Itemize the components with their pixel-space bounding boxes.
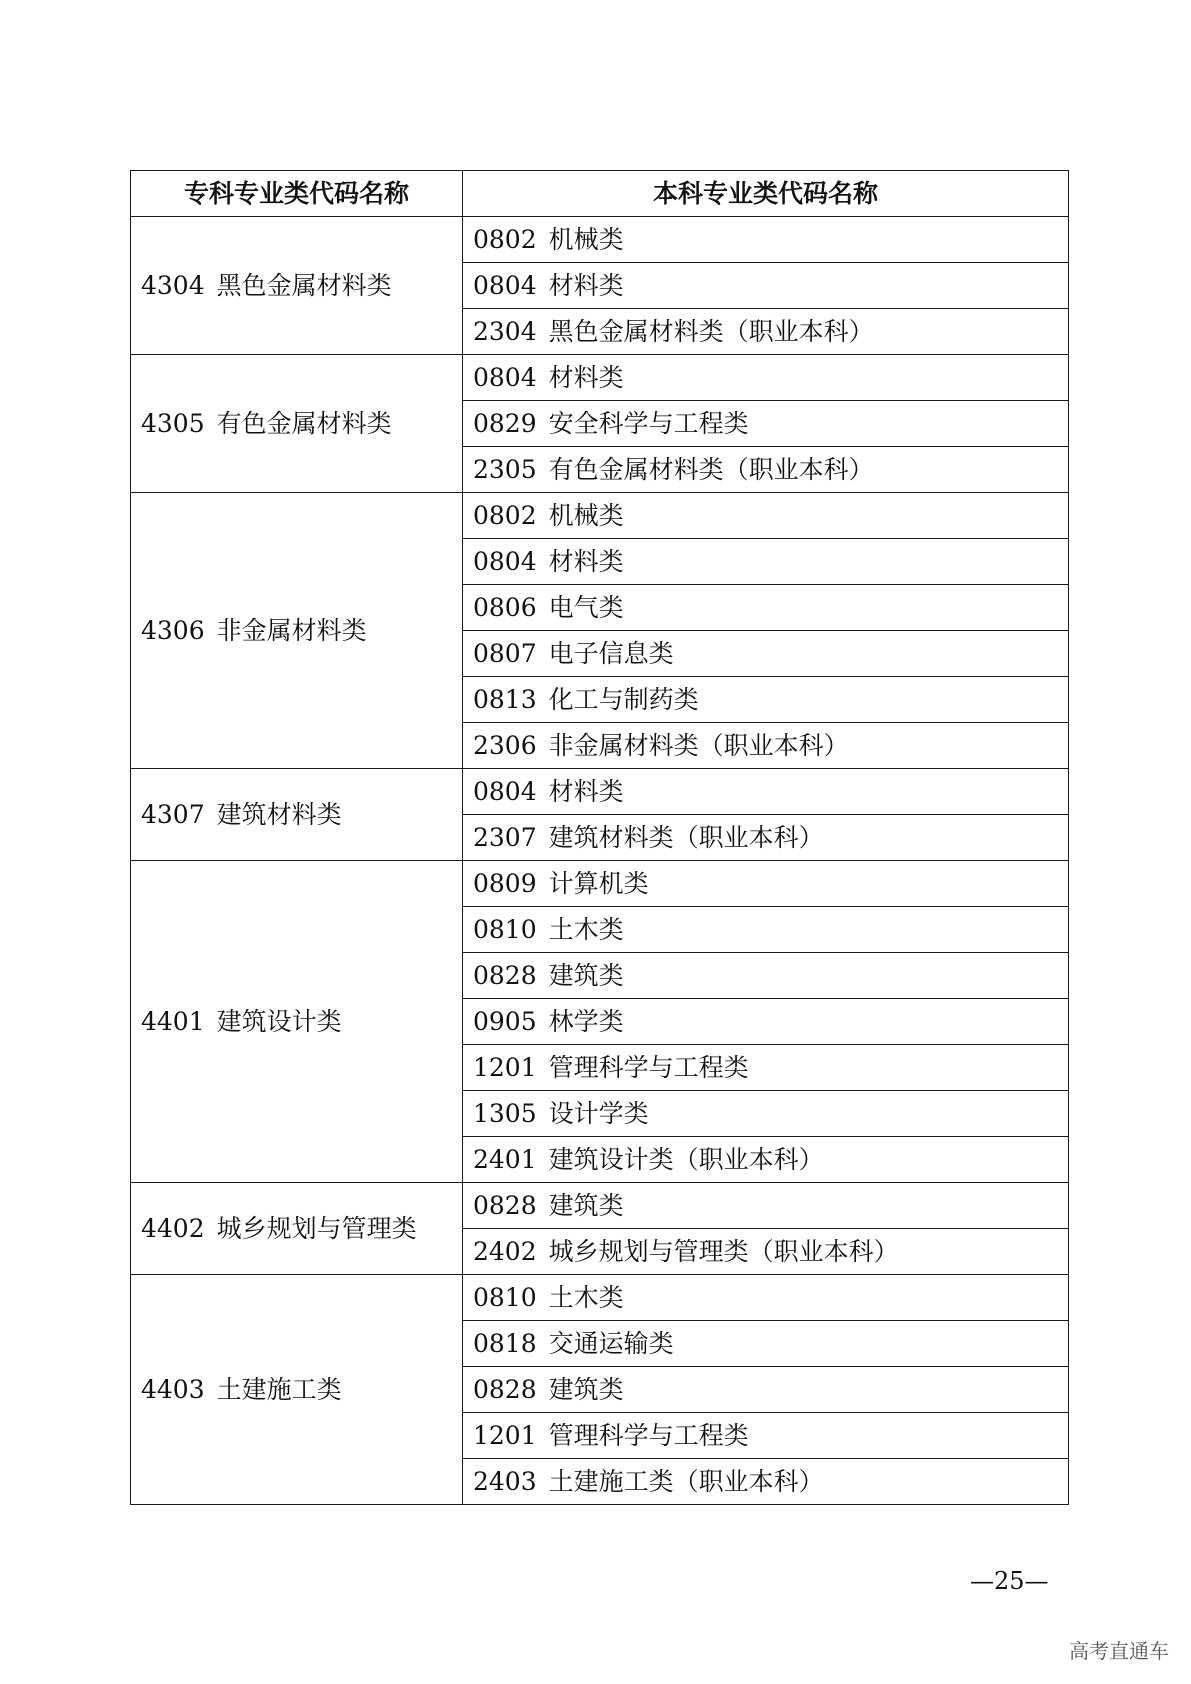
undergraduate-name: 安全科学与工程类 — [548, 408, 749, 438]
undergraduate-category-cell — [463, 1137, 1069, 1183]
vocational-name: 建筑设计类 — [216, 1006, 342, 1036]
table-row — [131, 355, 1069, 401]
undergraduate-category-cell — [463, 907, 1069, 953]
undergraduate-category-cell — [463, 677, 1069, 723]
undergraduate-category-cell — [463, 861, 1069, 907]
undergraduate-code: 0804 — [473, 776, 537, 806]
undergraduate-code: 0804 — [473, 270, 537, 300]
undergraduate-name: 材料类 — [548, 270, 624, 300]
undergraduate-category-cell — [463, 1091, 1069, 1137]
vocational-code: 4307 — [141, 799, 205, 829]
undergraduate-code: 0806 — [473, 592, 537, 622]
undergraduate-code: 2401 — [473, 1144, 537, 1174]
table-body — [131, 217, 1069, 1505]
undergraduate-category-cell — [463, 631, 1069, 677]
undergraduate-name: 建筑类 — [548, 960, 624, 990]
undergraduate-category-cell — [463, 723, 1069, 769]
undergraduate-name: 建筑设计类（职业本科） — [548, 1144, 824, 1174]
undergraduate-category-cell — [463, 263, 1069, 309]
undergraduate-code: 0804 — [473, 546, 537, 576]
undergraduate-name: 非金属材料类（职业本科） — [548, 730, 849, 760]
undergraduate-name: 城乡规划与管理类（职业本科） — [548, 1236, 899, 1266]
header-row — [131, 171, 1069, 217]
undergraduate-code: 0804 — [473, 362, 537, 392]
vocational-code: 4403 — [141, 1374, 205, 1404]
undergraduate-category-cell — [463, 539, 1069, 585]
undergraduate-code: 0802 — [473, 500, 537, 530]
vocational-category-cell — [131, 769, 463, 861]
undergraduate-code: 0829 — [473, 408, 537, 438]
undergraduate-code: 2403 — [473, 1466, 537, 1496]
undergraduate-name: 材料类 — [548, 362, 624, 392]
undergraduate-name: 管理科学与工程类 — [548, 1052, 749, 1082]
table-row — [131, 861, 1069, 907]
page-number: —25— — [970, 1567, 1049, 1595]
undergraduate-name: 有色金属材料类（职业本科） — [548, 454, 874, 484]
undergraduate-category-cell — [463, 309, 1069, 355]
undergraduate-code: 0828 — [473, 1190, 537, 1220]
undergraduate-code: 2306 — [473, 730, 537, 760]
undergraduate-category-cell — [463, 769, 1069, 815]
vocational-code: 4305 — [141, 408, 205, 438]
watermark: 高考直通车 — [1069, 1639, 1169, 1663]
undergraduate-name: 计算机类 — [548, 868, 649, 898]
undergraduate-category-cell — [463, 1459, 1069, 1505]
undergraduate-name: 电气类 — [548, 592, 624, 622]
table-row — [131, 493, 1069, 539]
undergraduate-name: 土建施工类（职业本科） — [548, 1466, 824, 1496]
undergraduate-code: 0810 — [473, 1282, 537, 1312]
major-mapping-table — [130, 170, 1069, 1505]
undergraduate-name: 管理科学与工程类 — [548, 1420, 749, 1450]
vocational-code: 4402 — [141, 1213, 205, 1243]
undergraduate-category-cell — [463, 815, 1069, 861]
undergraduate-code: 2402 — [473, 1236, 537, 1266]
undergraduate-category-cell — [463, 447, 1069, 493]
undergraduate-name: 土木类 — [548, 1282, 624, 1312]
vocational-code: 4306 — [141, 615, 205, 645]
undergraduate-code: 0828 — [473, 1374, 537, 1404]
vocational-category-cell — [131, 861, 463, 1183]
vocational-category-cell — [131, 493, 463, 769]
vocational-code: 4304 — [141, 270, 205, 300]
undergraduate-code: 0807 — [473, 638, 537, 668]
header-vocational: 专科专业类代码名称 — [131, 171, 463, 217]
undergraduate-name: 机械类 — [548, 224, 624, 254]
undergraduate-code: 2304 — [473, 316, 537, 346]
undergraduate-code: 2305 — [473, 454, 537, 484]
undergraduate-category-cell — [463, 1321, 1069, 1367]
undergraduate-code: 0809 — [473, 868, 537, 898]
undergraduate-code: 1305 — [473, 1098, 537, 1128]
vocational-name: 黑色金属材料类 — [216, 270, 392, 300]
table-row — [131, 217, 1069, 263]
undergraduate-category-cell — [463, 999, 1069, 1045]
undergraduate-name: 电子信息类 — [548, 638, 674, 668]
undergraduate-code: 0810 — [473, 914, 537, 944]
undergraduate-code: 1201 — [473, 1420, 537, 1450]
vocational-name: 土建施工类 — [216, 1374, 342, 1404]
vocational-category-cell — [131, 217, 463, 355]
undergraduate-code: 1201 — [473, 1052, 537, 1082]
vocational-name: 有色金属材料类 — [216, 408, 392, 438]
header-undergraduate: 本科专业类代码名称 — [463, 171, 1069, 217]
vocational-name: 城乡规划与管理类 — [216, 1213, 417, 1243]
undergraduate-category-cell — [463, 1413, 1069, 1459]
vocational-category-cell — [131, 355, 463, 493]
vocational-code: 4401 — [141, 1006, 205, 1036]
undergraduate-category-cell — [463, 401, 1069, 447]
undergraduate-name: 材料类 — [548, 776, 624, 806]
undergraduate-category-cell — [463, 1275, 1069, 1321]
undergraduate-category-cell — [463, 217, 1069, 263]
undergraduate-name: 建筑类 — [548, 1190, 624, 1220]
undergraduate-name: 土木类 — [548, 914, 624, 944]
undergraduate-name: 材料类 — [548, 546, 624, 576]
undergraduate-name: 建筑类 — [548, 1374, 624, 1404]
vocational-name: 非金属材料类 — [216, 615, 367, 645]
undergraduate-category-cell — [463, 953, 1069, 999]
undergraduate-code: 0802 — [473, 224, 537, 254]
undergraduate-category-cell — [463, 355, 1069, 401]
undergraduate-name: 黑色金属材料类（职业本科） — [548, 316, 874, 346]
undergraduate-code: 2307 — [473, 822, 537, 852]
undergraduate-category-cell — [463, 1367, 1069, 1413]
table-row — [131, 1275, 1069, 1321]
undergraduate-category-cell — [463, 1229, 1069, 1275]
undergraduate-code: 0905 — [473, 1006, 537, 1036]
undergraduate-category-cell — [463, 1045, 1069, 1091]
undergraduate-name: 建筑材料类（职业本科） — [548, 822, 824, 852]
undergraduate-name: 林学类 — [548, 1006, 624, 1036]
undergraduate-name: 交通运输类 — [548, 1328, 674, 1358]
vocational-name: 建筑材料类 — [216, 799, 342, 829]
undergraduate-category-cell — [463, 493, 1069, 539]
table-row — [131, 769, 1069, 815]
table-row — [131, 1183, 1069, 1229]
undergraduate-category-cell — [463, 585, 1069, 631]
undergraduate-code: 0828 — [473, 960, 537, 990]
undergraduate-name: 设计学类 — [548, 1098, 649, 1128]
undergraduate-category-cell — [463, 1183, 1069, 1229]
undergraduate-code: 0818 — [473, 1328, 537, 1358]
undergraduate-code: 0813 — [473, 684, 537, 714]
undergraduate-name: 机械类 — [548, 500, 624, 530]
vocational-category-cell — [131, 1275, 463, 1505]
undergraduate-name: 化工与制药类 — [548, 684, 699, 714]
vocational-category-cell — [131, 1183, 463, 1275]
